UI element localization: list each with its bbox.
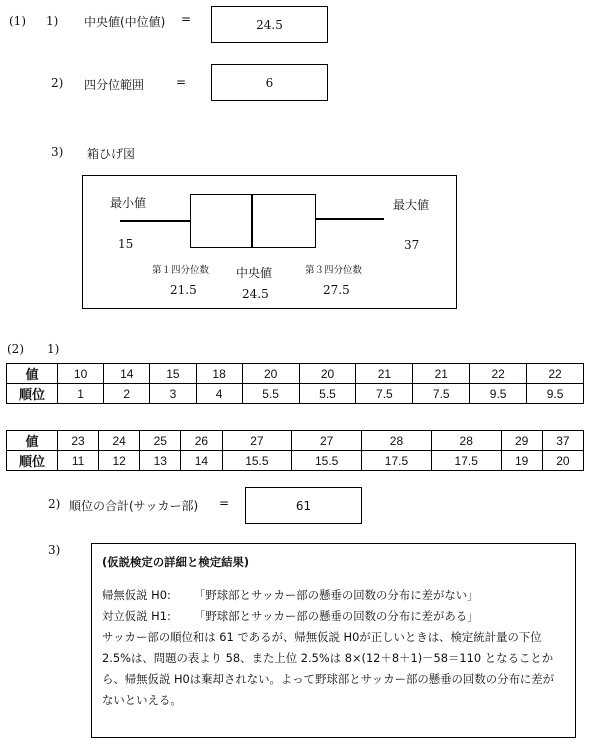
q1-quartile-value: 21.5 bbox=[170, 283, 197, 297]
table-cell: 22 bbox=[527, 364, 584, 384]
box-lower bbox=[190, 194, 252, 248]
rank-table-1 bbox=[6, 363, 584, 404]
table-cell: 10 bbox=[58, 364, 104, 384]
max-label: 最大値 bbox=[393, 198, 430, 212]
table-cell: 37 bbox=[542, 431, 583, 451]
table-cell: 14 bbox=[181, 451, 222, 471]
max-value: 37 bbox=[404, 238, 420, 252]
median-label: 中央値(中位値) bbox=[84, 15, 166, 29]
row-header-rank: 順位 bbox=[7, 384, 58, 404]
conclusion-heading: (仮説検定の詳細と検定結果) bbox=[102, 555, 250, 569]
table-cell: 4 bbox=[196, 384, 242, 404]
median-answer: 24.5 bbox=[256, 17, 283, 32]
median-plot-value: 24.5 bbox=[242, 287, 269, 301]
q3-quartile-value: 27.5 bbox=[323, 283, 350, 297]
q3-quartile-label: 第３四分位数 bbox=[305, 265, 363, 276]
table-cell: 15.5 bbox=[222, 451, 292, 471]
rank-sum-eq: = bbox=[219, 496, 230, 510]
table-cell: 27 bbox=[292, 431, 362, 451]
table-cell: 15.5 bbox=[292, 451, 362, 471]
median-eq: = bbox=[181, 12, 192, 26]
table-cell: 24 bbox=[99, 431, 140, 451]
table-cell: 27 bbox=[222, 431, 292, 451]
median-plot-label: 中央値 bbox=[236, 266, 273, 280]
table-cell: 12 bbox=[99, 451, 140, 471]
q1-label: (1) bbox=[9, 14, 26, 28]
table-cell: 7.5 bbox=[356, 384, 413, 404]
hypothesis-test-box bbox=[91, 543, 576, 738]
table-cell: 13 bbox=[140, 451, 181, 471]
table-cell: 9.5 bbox=[527, 384, 584, 404]
q1-p2-num: 2) bbox=[51, 76, 64, 90]
table-cell: 7.5 bbox=[413, 384, 470, 404]
q1-p3-num: 3) bbox=[51, 145, 64, 159]
table-cell: 20 bbox=[242, 364, 299, 384]
row-header-rank: 順位 bbox=[7, 451, 58, 471]
table-cell: 9.5 bbox=[470, 384, 527, 404]
table-cell: 22 bbox=[470, 364, 527, 384]
table-cell: 29 bbox=[501, 431, 542, 451]
box-upper bbox=[252, 194, 316, 248]
table-cell: 19 bbox=[501, 451, 542, 471]
table-cell: 5.5 bbox=[242, 384, 299, 404]
boxplot-heading: 箱ひげ図 bbox=[87, 147, 136, 161]
h0-line bbox=[102, 585, 565, 606]
conclusion-body: サッカー部の順位和は 61 であるが、帰無仮説 H0が正しいときは、検定統計量の下位 2.5%は、問題の表より 58、また上位 2.5%は 8×(12＋8＋1)－58＝110 となることから、帰無仮説 H0は棄却されない。よって野球部とサッカー部の懸垂の回数の分布に差がないといえる。 bbox=[102, 630, 555, 707]
table-row bbox=[7, 431, 584, 451]
upper-whisker bbox=[315, 218, 384, 220]
iqr-label: 四分位範囲 bbox=[84, 78, 145, 92]
rank-table-2 bbox=[6, 430, 584, 471]
iqr-answer-box bbox=[211, 64, 328, 101]
table-cell: 17.5 bbox=[362, 451, 432, 471]
table-cell: 25 bbox=[140, 431, 181, 451]
rank-sum-answer: 61 bbox=[295, 498, 312, 513]
table-cell: 15 bbox=[150, 364, 196, 384]
table-cell: 21 bbox=[356, 364, 413, 384]
table-cell: 18 bbox=[196, 364, 242, 384]
table-row bbox=[7, 451, 584, 471]
q1-quartile-label: 第１四分位数 bbox=[152, 265, 210, 276]
table-cell: 14 bbox=[104, 364, 150, 384]
table-cell: 3 bbox=[150, 384, 196, 404]
min-label: 最小値 bbox=[110, 196, 147, 210]
q2-p2-num: 2) bbox=[48, 497, 61, 511]
h1-line bbox=[102, 606, 565, 627]
rank-sum-answer-box bbox=[245, 487, 362, 524]
median-answer-box bbox=[211, 6, 328, 43]
table-cell: 2 bbox=[104, 384, 150, 404]
h0-label: 帰無仮説 H0: bbox=[102, 588, 171, 602]
q2-label: (2) bbox=[7, 342, 24, 356]
table-row bbox=[7, 384, 584, 404]
table-cell: 11 bbox=[58, 451, 99, 471]
table-cell: 20 bbox=[299, 364, 356, 384]
iqr-answer: 6 bbox=[265, 75, 274, 90]
table-cell: 1 bbox=[58, 384, 104, 404]
h1-label: 対立仮説 H1: bbox=[102, 609, 171, 623]
q1-p1-num: 1) bbox=[46, 14, 59, 28]
table-cell: 23 bbox=[58, 431, 99, 451]
table-cell: 26 bbox=[181, 431, 222, 451]
table-row bbox=[7, 364, 584, 384]
table-cell: 28 bbox=[431, 431, 501, 451]
rank-sum-label: 順位の合計(サッカー部) bbox=[69, 499, 199, 513]
q2-p1-num: 1) bbox=[47, 342, 60, 356]
table-cell: 28 bbox=[362, 431, 432, 451]
table-cell: 21 bbox=[413, 364, 470, 384]
row-header-value: 値 bbox=[7, 431, 58, 451]
table-cell: 20 bbox=[542, 451, 583, 471]
q2-p3-num: 3) bbox=[48, 543, 61, 557]
h0-text: 「野球部とサッカー部の懸垂の回数の分布に差がない」 bbox=[194, 588, 479, 602]
table-cell: 5.5 bbox=[299, 384, 356, 404]
iqr-eq: = bbox=[176, 75, 187, 89]
table-cell: 17.5 bbox=[431, 451, 501, 471]
row-header-value: 値 bbox=[7, 364, 58, 384]
min-value: 15 bbox=[118, 237, 134, 251]
h1-text: 「野球部とサッカー部の懸垂の回数の分布に差がある」 bbox=[194, 609, 479, 623]
lower-whisker bbox=[120, 220, 190, 222]
